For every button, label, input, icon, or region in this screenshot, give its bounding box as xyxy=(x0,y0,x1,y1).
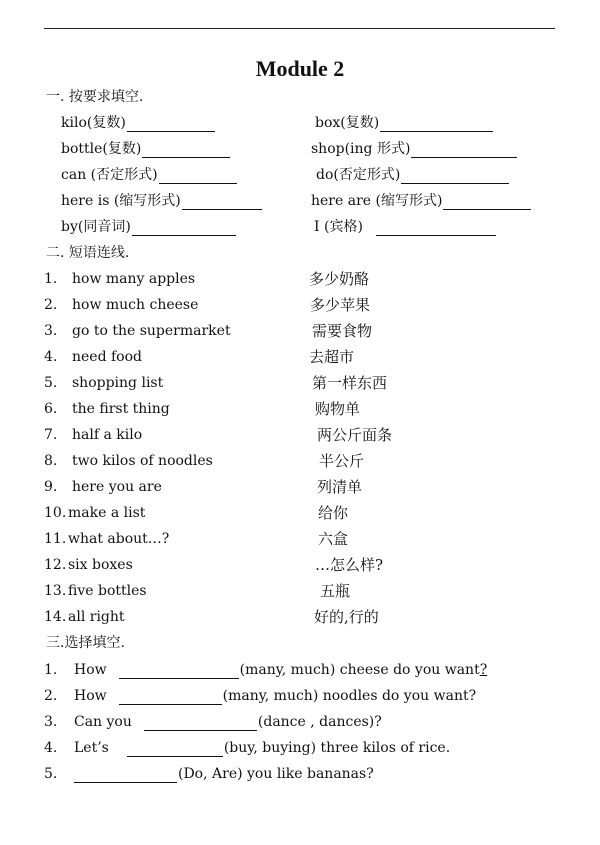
match-phrase: how many apples xyxy=(72,271,196,287)
item-number: 2. xyxy=(44,297,58,313)
s1-left-label: by(同音词) xyxy=(61,219,131,235)
item-number: 9. xyxy=(44,479,58,495)
match-left-item xyxy=(44,530,169,548)
match-left-item xyxy=(44,452,213,470)
s1-left-label: bottle(复数) xyxy=(61,141,142,157)
item-number: 4. xyxy=(44,349,58,365)
s1-right-2 xyxy=(311,140,517,158)
s1-right-label: I (宾格) xyxy=(314,219,363,235)
item-number: 13. xyxy=(44,583,67,599)
item-number: 12. xyxy=(44,557,67,573)
item-number: 3. xyxy=(44,323,58,339)
item-number: 4. xyxy=(44,740,58,756)
answer-blank[interactable] xyxy=(127,117,215,132)
item-number: 3. xyxy=(44,714,58,730)
page-title: Module 2 xyxy=(255,56,345,81)
answer-blank[interactable] xyxy=(142,143,230,158)
item-number: 5. xyxy=(44,766,58,782)
question-text-before: Can you xyxy=(74,714,132,730)
match-right-item: 半公斤 xyxy=(319,452,365,470)
match-phrase: half a kilo xyxy=(72,427,143,443)
question-2 xyxy=(44,687,476,705)
item-number: 7. xyxy=(44,427,58,443)
match-left-item xyxy=(44,478,162,496)
match-right-item: 五瓶 xyxy=(320,582,351,600)
match-left-item xyxy=(44,322,231,340)
match-phrase: six boxes xyxy=(68,557,133,573)
match-phrase: what about…? xyxy=(68,531,170,547)
match-phrase: need food xyxy=(72,349,142,365)
match-left-item xyxy=(44,504,145,522)
match-right-item: 好的,行的 xyxy=(314,608,379,626)
question-text-before: Let’s xyxy=(74,740,109,756)
question-text-after: (many, much) noodles do you want? xyxy=(222,688,477,704)
match-left-item xyxy=(44,608,125,626)
s1-left-label: here is (缩写形式) xyxy=(61,193,181,209)
question-1 xyxy=(44,661,487,679)
s1-left-2 xyxy=(61,140,230,158)
match-left-item xyxy=(44,400,170,418)
s1-right-label: box(复数) xyxy=(315,115,380,131)
question-5 xyxy=(44,765,374,783)
match-left-item xyxy=(44,426,142,444)
s1-right-3 xyxy=(316,166,509,184)
question-text-after: (buy, buying) three kilos of rice. xyxy=(223,740,451,756)
item-number: 8. xyxy=(44,453,58,469)
match-right-item: 多少苹果 xyxy=(310,296,371,314)
answer-blank[interactable] xyxy=(119,664,239,679)
question-text-after: (Do, Are) you like bananas? xyxy=(178,766,374,782)
answer-blank[interactable] xyxy=(182,195,262,210)
match-left-item xyxy=(44,296,198,314)
match-right-item: 列清单 xyxy=(317,478,363,496)
match-phrase: here you are xyxy=(72,479,162,495)
match-right-item: …怎么样? xyxy=(315,556,384,574)
match-left-item xyxy=(44,270,195,288)
s1-left-5 xyxy=(61,218,236,236)
question-text-before: How xyxy=(74,662,107,678)
s1-right-5 xyxy=(314,218,496,236)
match-phrase: shopping list xyxy=(72,375,164,391)
answer-blank[interactable] xyxy=(127,742,223,757)
answer-blank[interactable] xyxy=(144,716,257,731)
match-phrase: go to the supermarket xyxy=(72,323,231,339)
item-number: 1. xyxy=(44,662,58,678)
s1-left-3 xyxy=(61,166,237,184)
match-phrase: make a list xyxy=(68,505,146,521)
match-left-item xyxy=(44,556,133,574)
s1-left-4 xyxy=(61,192,262,210)
match-right-item: 多少奶酪 xyxy=(309,270,370,288)
top-rule xyxy=(44,28,555,29)
item-number: 1. xyxy=(44,271,58,287)
match-right-item: 去超市 xyxy=(309,348,355,366)
section3-heading: 三.选择填空. xyxy=(46,635,125,651)
question-text-before: How xyxy=(74,688,107,704)
answer-blank[interactable] xyxy=(411,143,517,158)
question-4 xyxy=(44,739,450,757)
s1-left-label: kilo(复数) xyxy=(61,115,126,131)
match-phrase: the first thing xyxy=(72,401,170,417)
match-phrase: how much cheese xyxy=(72,297,199,313)
match-right-item: 给你 xyxy=(318,504,349,522)
s1-right-label: here are (缩写形式) xyxy=(311,193,443,209)
match-phrase: all right xyxy=(68,609,125,625)
question-text-after: (many, much) cheese do you want xyxy=(239,662,480,678)
answer-blank[interactable] xyxy=(376,221,496,236)
question-text-after: (dance , dances)? xyxy=(257,714,382,730)
s1-left-label: can (否定形式) xyxy=(61,167,158,183)
item-number: 2. xyxy=(44,688,58,704)
item-number: 6. xyxy=(44,401,58,417)
answer-blank[interactable] xyxy=(74,768,177,783)
answer-blank[interactable] xyxy=(401,169,509,184)
answer-blank[interactable] xyxy=(159,169,237,184)
match-right-item: 六盒 xyxy=(318,530,349,548)
question-end: ? xyxy=(479,662,488,678)
s1-right-label: shop(ing 形式) xyxy=(311,141,411,157)
match-left-item xyxy=(44,374,163,392)
section2-heading: 二. 短语连线. xyxy=(46,245,130,261)
match-left-item xyxy=(44,348,142,366)
item-number: 5. xyxy=(44,375,58,391)
answer-blank[interactable] xyxy=(119,690,222,705)
match-right-item: 第一样东西 xyxy=(312,374,388,392)
match-phrase: five bottles xyxy=(68,583,147,599)
section1-heading: 一. 按要求填空. xyxy=(46,89,144,105)
s1-right-1 xyxy=(315,114,493,132)
answer-blank[interactable] xyxy=(380,117,493,132)
s1-right-4 xyxy=(311,192,531,210)
match-right-item: 购物单 xyxy=(315,400,361,418)
match-right-item: 需要食物 xyxy=(312,322,373,340)
match-phrase: two kilos of noodles xyxy=(72,453,213,469)
question-3 xyxy=(44,713,382,731)
item-number: 10. xyxy=(44,505,67,521)
item-number: 11. xyxy=(44,531,67,547)
s1-right-label: do(否定形式) xyxy=(316,167,401,183)
s1-left-1 xyxy=(61,114,215,132)
answer-blank[interactable] xyxy=(132,221,236,236)
answer-blank[interactable] xyxy=(443,195,531,210)
match-right-item: 两公斤面条 xyxy=(317,426,393,444)
item-number: 14. xyxy=(44,609,67,625)
match-left-item xyxy=(44,582,147,600)
